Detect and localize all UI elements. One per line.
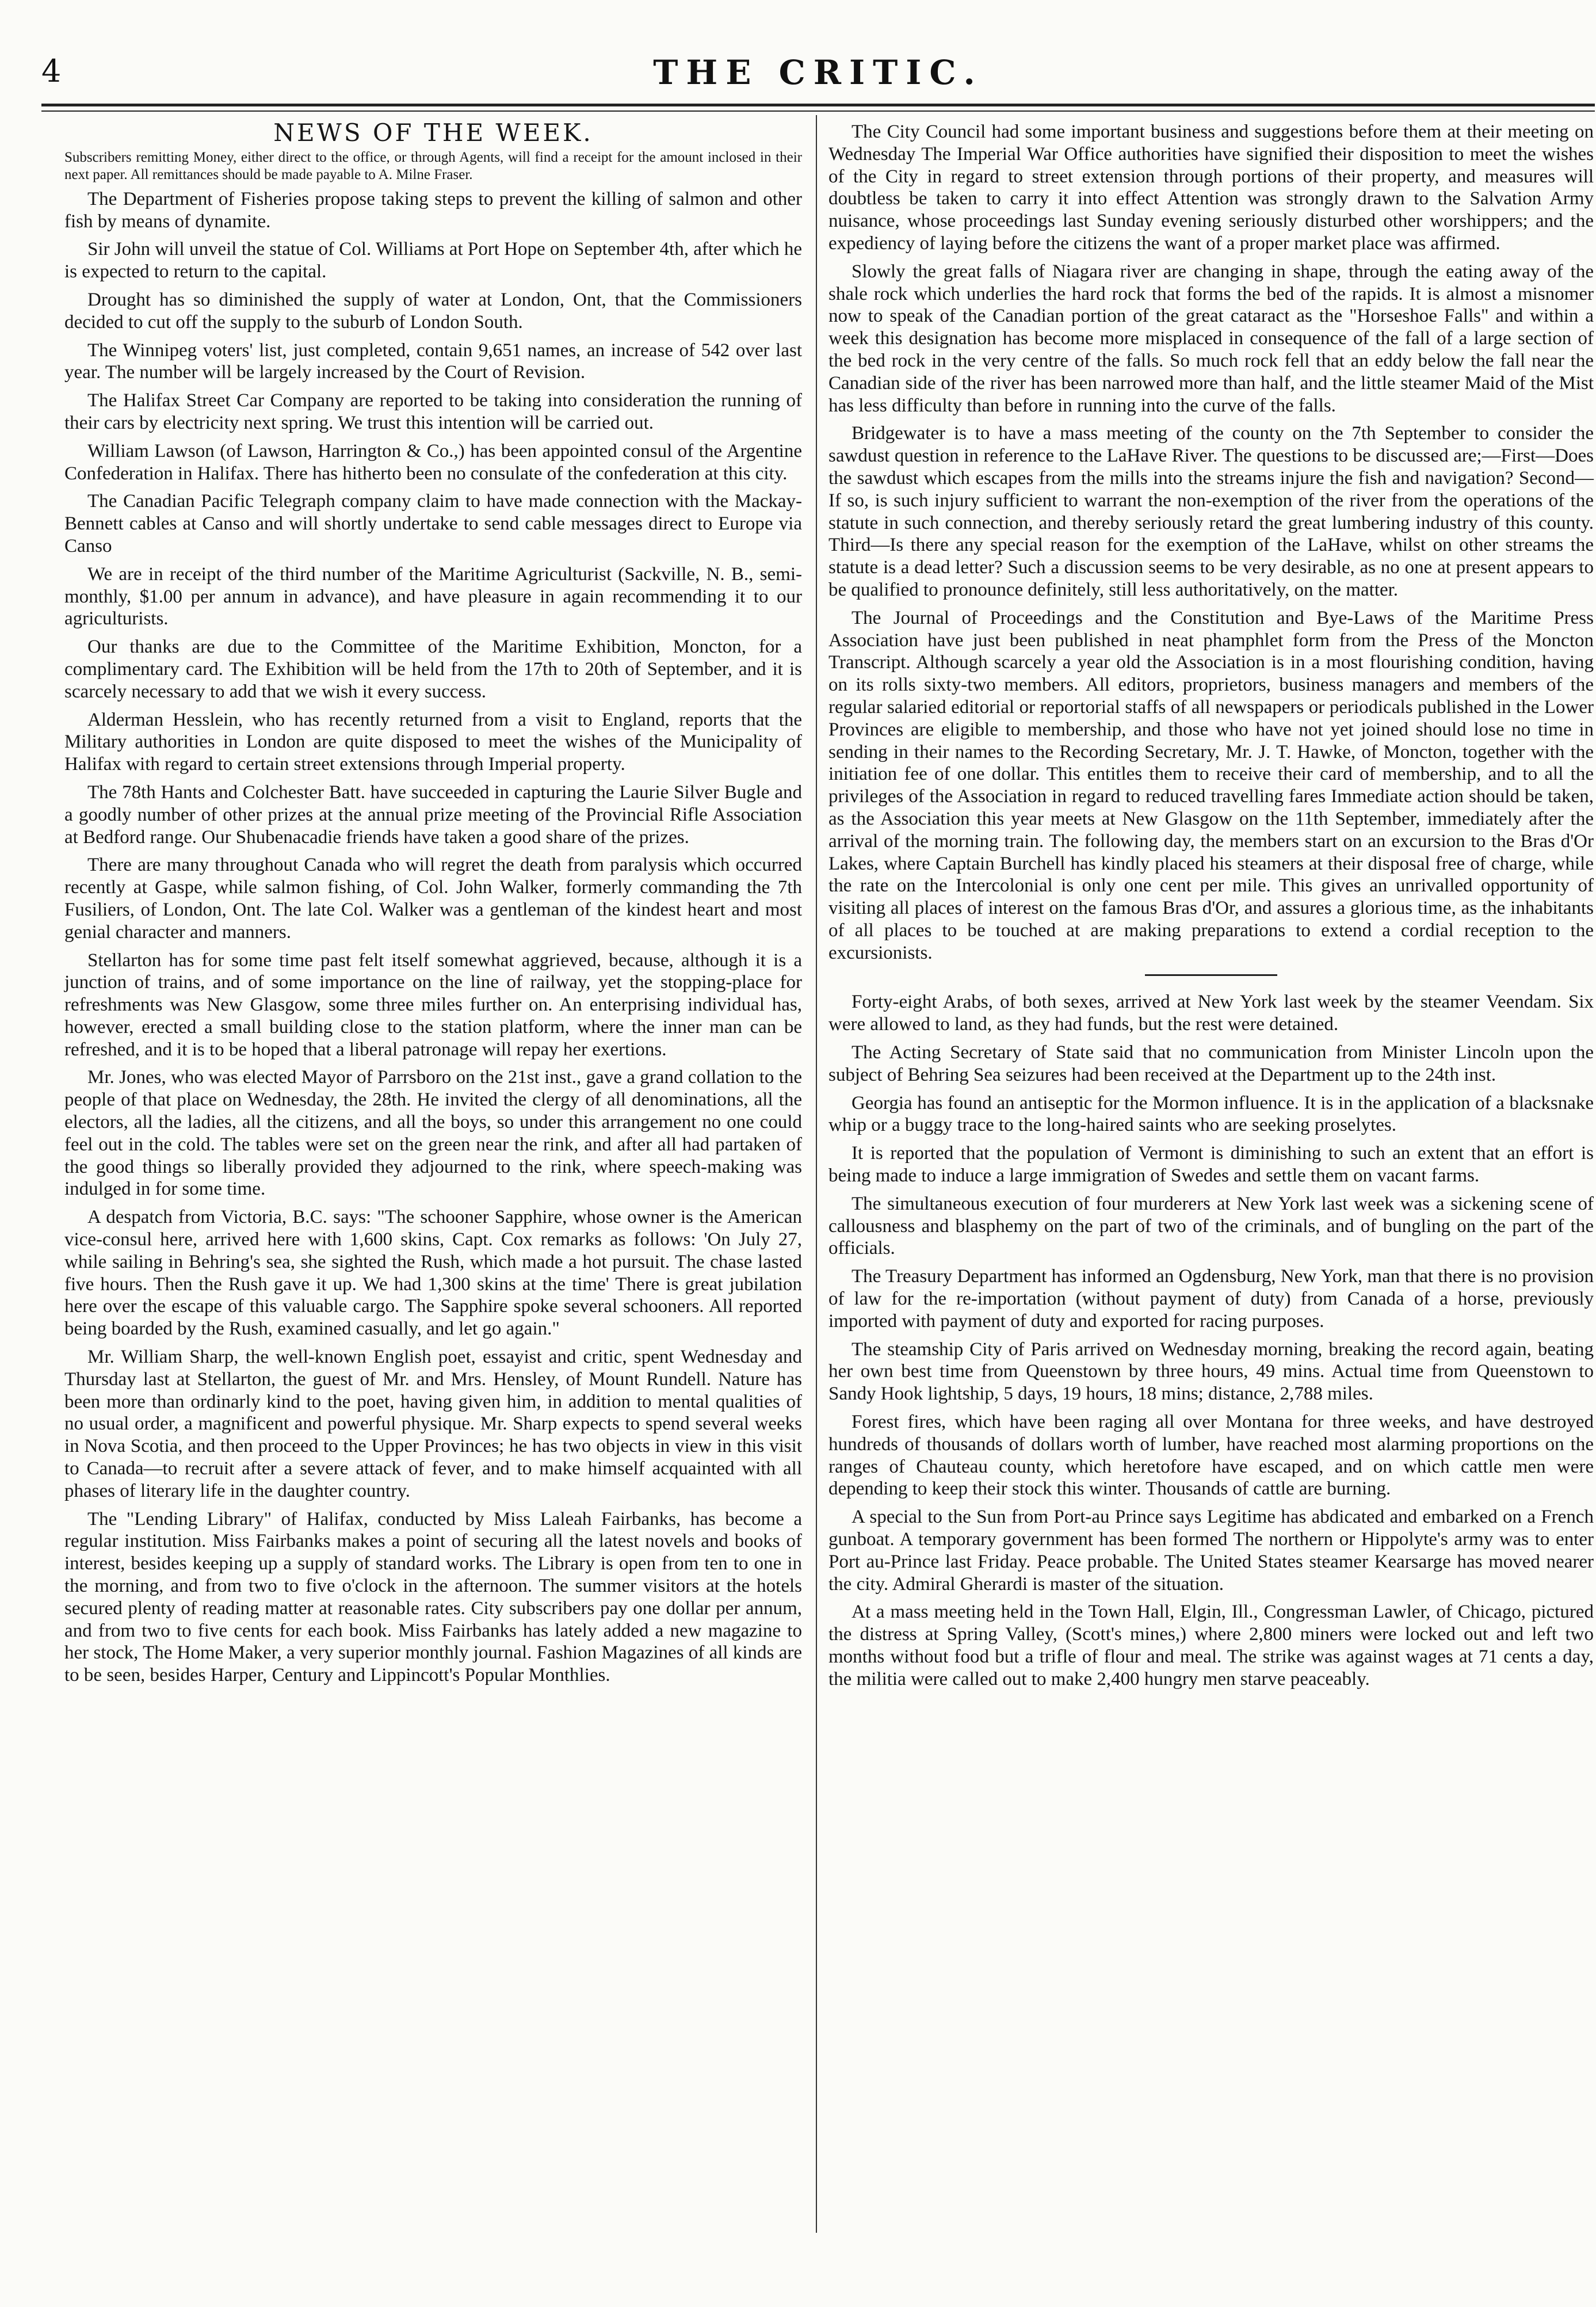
news-paragraph: A despatch from Victoria, B.C. says: "The schooner Sapphire, whose owner is the American vice-consul here, arrived here with 1,600 skins, Capt. Cox remarks as follows: 'On July 27, while sailing in Behring's sea, she sighted the Rush, which made a hot pursuit. The chase lasted five hours. Then the Rush gave it up. We had 1,300 skins at the time' There is great jubilation here over the escape of this valuable cargo. The Sapphire spoke several schooners. All reported being boarded by the Rush, examined casually, and let go again." <box>64 1207 802 1340</box>
news-paragraph: Alderman Hesslein, who has recently returned from a visit to England, reports that the Military authorities in London are quite disposed to meet the wishes of the Municipality of Halifax with regard to certain street extensions through Imperial property. <box>64 709 802 775</box>
news-paragraph: Forty-eight Arabs, of both sexes, arrived at New York last week by the steamer Veendam. Six were allowed to land, as they had funds, but the rest were detained. <box>828 992 1594 1035</box>
news-paragraph: Our thanks are due to the Committee of the Maritime Exhibition, Moncton, for a complimentary card. The Exhibition will be held from the 17th to 20th of September, and it is scarcely necessary to add that we wish it every success. <box>64 636 802 702</box>
right-articles-bottom <box>828 991 1594 1690</box>
news-paragraph: The "Lending Library" of Halifax, conducted by Miss Laleah Fairbanks, has become a regular institution. Miss Fairbanks makes a point of securing all the latest novels and books of interest, besides keeping up a supply of standard works. The Library is open from ten to one in the morning, and from two to five o'clock in the afternoon. The summer visitors at the hotels secured plenty of reading matter at reasonable rates. City subscribers pay one dollar per annum, and from two to five cents for each book. Miss Fairbanks has lately added a new magazine to her stock, The Home Maker, a very superior monthly journal. Fashion Magazines of all kinds are to be seen, besides Harper, Century and Lippincott's Popular Monthlies. <box>64 1508 802 1686</box>
news-paragraph: Slowly the great falls of Niagara river are changing in shape, through the eating away of the shale rock which underlies the hard rock that forms the bed of the rapids. It is almost a misnomer now to speak of the Canadian portion of the great cataract as the "Horseshoe Falls" and within a week this designation has become more misplaced in consequence of the fall of a large section of the bed rock in the very centre of the falls. So much rock fell that an eddy below the fall near the Canadian side of the river has been narrowed more than half, and the little steamer Maid of the Mist has less difficulty than before in running into the curve of the falls. <box>828 261 1594 416</box>
page-number: 4 <box>41 53 62 89</box>
news-paragraph: A special to the Sun from Port-au Prince says Legitime has abdicated and embarked on a French gunboat. A temporary government has been formed The northern or Hippolyte's army was to enter Port au-Prince last Friday. Peace probable. The United States steamer Kearsarge has moved nearer the city. Admiral Gherardi is master of the situation. <box>828 1507 1594 1595</box>
news-paragraph: The Acting Secretary of State said that no communication from Minister Lincoln upon the subject of Behring Sea seizures had been received at the Department up to the 24th inst. <box>828 1042 1594 1085</box>
paper-title: THE CRITIC. <box>653 53 983 92</box>
news-paragraph: The Canadian Pacific Telegraph company claim to have made connection with the Mackay-Bennett cables at Canso and will shortly undertake to send cable messages direct to Europe via Canso <box>64 491 802 556</box>
section-separator <box>1145 974 1277 976</box>
news-paragraph: The Treasury Department has informed an Ogdensburg, New York, man that there is no provision of law for the re-importation (without payment of duty) from Canada of a horse, previously imported with payment of duty and exported for racing purposes. <box>828 1266 1594 1332</box>
news-paragraph: Stellarton has for some time past felt itself somewhat aggrieved, because, although it is a junction of trains, and of some importance on the line of railway, yet the stopping-place for refreshments was New Glasgow, some three miles further on. An enterprising individual has, however, erected a small building close to the station platform, where the inner man can be refreshed, and it is to be hoped that a liberal patronage will repay her exertions. <box>64 950 802 1060</box>
news-paragraph: The Department of Fisheries propose taking steps to prevent the killing of salmon and other fish by means of dynamite. <box>64 188 802 232</box>
subscriber-notice: Subscribers remitting Money, either direct to the office, or through Agents, will find a receipt for the amount inclosed in their next paper. All remittances should be made payable to A. Milne Fraser. <box>64 149 802 182</box>
masthead <box>41 53 1595 99</box>
news-paragraph: Sir John will unveil the statue of Col. Williams at Port Hope on September 4th, after which he is expected to return to the capital. <box>64 239 802 283</box>
news-paragraph: The simultaneous execution of four murderers at New York last week was a sickening scene of callousness and blasphemy on the part of two of the criminals, and of bungling on the part of the officials. <box>828 1193 1594 1259</box>
news-paragraph: The Winnipeg voters' list, just completed, contain 9,651 names, an increase of 542 over last year. The number will be largely increased by the Court of Revision. <box>64 340 802 383</box>
news-paragraph: Bridgewater is to have a mass meeting of the county on the 7th September to consider the sawdust question in reference to the LaHave River. The questions to be discussed are;—First—Does the sawdust which escapes from the mills into the streams injure the fish and navigation? Second—If so, is such injury sufficient to warrant the non-exemption of the river from the operations of the statute in such connection, and thereby seriously retard the great lumbering industry of this county. Third—Is there any special reason for the exemption of the LaHave, whilst on other streams the statute is a dead letter? Such a discussion seems to be very desirable, as no one at present appears to be qualified to pronounce definitely, still less authoritatively, on the matter. <box>828 423 1594 600</box>
masthead-rule <box>41 104 1595 106</box>
left-articles <box>64 188 802 1687</box>
news-paragraph: Mr. William Sharp, the well-known English poet, essayist and critic, spent Wednesday and Thursday last at Stellarton, the guest of Mr. and Mrs. Hensley, of Mount Rundell. Nature has been more than ordinarly kind to the poet, having given him, in addition to mental qualities of no usual order, a magnificent and powerful physique. Mr. Sharp expects to spend several weeks in Nova Scotia, and then proceed to the Upper Provinces; he has two objects in view in this visit to Canada—to recruit after a severe attack of fever, and to make himself acquainted with all phases of literary life in the daughter country. <box>64 1347 802 1501</box>
news-paragraph: The Journal of Proceedings and the Constitution and Bye-Laws of the Maritime Press Association have just been published in neat phamphlet form from the Press of the Moncton Transcript. Although scarcely a year old the Association is in a most flourishing condition, having on its rolls sixty-two members. All editors, proprietors, business managers and members of the regular salaried editorial or reportorial staffs of all newspapers or periodicals published in the Lower Provinces are eligible to membership, and those who have not yet joined should lose no time in sending in their names to the Recording Secretary, Mr. J. T. Hawke, of Moncton, together with the initiation fee of one dollar. This entitles them to receive their card of membership, and to all the privileges of the Association in regard to reduced travelling fares Immediate action should be taken, as the Association this year meets at New Glasgow on the 11th September, immediately after the arrival of the morning train. The following day, the members start on an excursion to the Bras d'Or Lakes, where Captain Burchell has kindly placed his steamers at their disposal free of charge, while the rate on the Intercolonial is only one cent per mile. This gives an unrivalled opportunity of visiting all places of interest on the famous Bras d'Or, and assures a glorious time, as the inhabitants of all places to be touched at are making preparations to extend a cordial reception to the excursionists. <box>828 607 1594 963</box>
news-paragraph: William Lawson (of Lawson, Harrington & Co.,) has been appointed consul of the Argentine Confederation in Halifax. There has hitherto been no consulate of the confederation at this city. <box>64 440 802 484</box>
right-column <box>828 121 1594 1696</box>
news-paragraph: We are in receipt of the third number of the Maritime Agriculturist (Sackville, N. B., semi-monthly, $1.00 per annum in advance), and have pleasure in again recommending it to our agriculturists. <box>64 563 802 630</box>
news-paragraph: Georgia has found an antiseptic for the Mormon influence. It is in the application of a blacksnake whip or a buggy trace to the long-haired saints who are seeking proselytes. <box>828 1092 1594 1136</box>
news-paragraph: The City Council had some important business and suggestions before them at their meeting on Wednesday The Imperial War Office authorities have signified their disposition to meet the wishes of the City in regard to street extension through portions of their property, and measures will doubtless be taken to carry it into effect Attention was strongly drawn to the Salvation Army nuisance, whose proceedings last Sunday evening seriously disturbed other worshippers; and the expediency of laying before the citizens the want of a proper market place was affirmed. <box>828 121 1594 254</box>
news-paragraph: At a mass meeting held in the Town Hall, Elgin, Ill., Congressman Lawler, of Chicago, pictured the distress at Spring Valley, (Scott's mines,) where 2,800 miners were locked out and left two months without food but a trifle of flour and meal. The strike was against wages at 71 cents a day, the militia were called out to make 2,400 hungry men starve peaceably. <box>828 1601 1594 1690</box>
news-paragraph: Mr. Jones, who was elected Mayor of Parrsboro on the 21st inst., gave a grand collation to the people of that place on Wednesday, the 28th. He invited the clergy of all denominations, all the electors, all the ladies, all the citizens, and all the boys, so under this arrangement no one could feel out in the cold. The tables were set on the green near the rink, and after all had partaken of the good things so liberally provided they adjourned to the rink, where speech-making was indulged in for some time. <box>64 1067 802 1200</box>
news-paragraph: Drought has so diminished the supply of water at London, Ont, that the Commissioners decided to cut off the supply to the suburb of London South. <box>64 289 802 333</box>
column-divider <box>816 115 817 2233</box>
left-column <box>64 121 802 1692</box>
news-paragraph: The Halifax Street Car Company are reported to be taking into consideration the running of their cars by electricity next spring. We trust this intention will be carried out. <box>64 390 802 433</box>
news-paragraph: Forest fires, which have been raging all over Montana for three weeks, and have destroyed hundreds of thousands of dollars worth of lumber, have reached most alarming proportions on the ranges of Chauteau county, which heretofore have escaped, and on which cattle men were depending to keep their stock this winter. Thousands of cattle are burning. <box>828 1412 1594 1500</box>
right-articles-top <box>828 121 1594 964</box>
section-heading: NEWS OF THE WEEK. <box>273 119 593 147</box>
news-paragraph: The steamship City of Paris arrived on Wednesday morning, breaking the record again, beating her own best time from Queenstown by three hours, 49 mins. Actual time from Queenstown to Sandy Hook lightship, 5 days, 19 hours, 18 mins; distance, 2,788 miles. <box>828 1339 1594 1405</box>
news-paragraph: The 78th Hants and Colchester Batt. have succeeded in capturing the Laurie Silver Bugle and a goodly number of other prizes at the annual prize meeting of the Provincial Rifle Association at Bedford range. Our Shubenacadie friends have taken a good share of the prizes. <box>64 781 802 848</box>
news-paragraph: It is reported that the population of Vermont is diminishing to such an extent that an effort is being made to induce a large immigration of Swedes and settle them on vacant farms. <box>828 1143 1594 1187</box>
masthead-rule-thin <box>41 110 1595 112</box>
news-paragraph: There are many throughout Canada who will regret the death from paralysis which occurred recently at Gaspe, while salmon fishing, of Col. John Walker, formerly commanding the 7th Fusiliers, of London, Ont. The late Col. Walker was a gentleman of the kindest heart and most genial character and manners. <box>64 855 802 943</box>
